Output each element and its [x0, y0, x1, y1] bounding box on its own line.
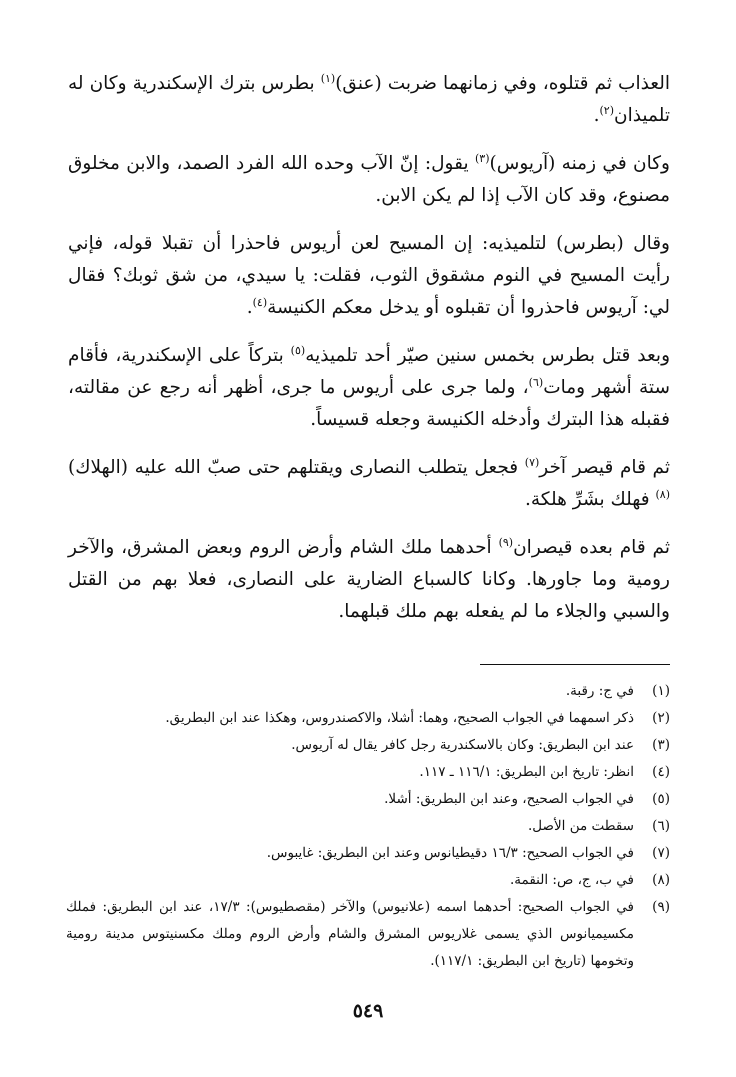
- paragraph: [68, 148, 670, 212]
- footnote-number: (٥): [652, 791, 670, 807]
- footnote-text: ذكر اسمهما في الجواب الصحيح، وهما: أشلا، والاكصندروس، وهكذا عند ابن البطريق.: [165, 710, 634, 726]
- text-run: بتركاً على الإسكندرية، فأقام ستة أشهر ومات: [68, 345, 670, 398]
- footnotes: [66, 678, 670, 975]
- footnote: [66, 894, 670, 975]
- footnote: [66, 813, 670, 840]
- paragraph: [68, 532, 670, 628]
- footnote-ref: (٤): [252, 295, 268, 309]
- footnote-number: (٧): [652, 845, 670, 861]
- page-number: ٥٤٩: [352, 1000, 384, 1022]
- footnote-number: (٢): [652, 710, 670, 726]
- footnote-number: (٤): [652, 764, 670, 780]
- footnote: [66, 732, 670, 759]
- text-run: فهلك بشَرِّ هلكة.: [524, 489, 656, 510]
- footnote-ref: (٧): [524, 455, 540, 469]
- paragraph: [68, 452, 670, 516]
- paragraph: [68, 68, 670, 132]
- footnote-ref: (٥): [290, 343, 306, 357]
- text-run: أحدهما ملك الشام وأرض الروم وبعض المشرق، والآخر رومية وما جاورها. وكانا كالسباع الضارية على النصارى، فعلا بهم من القتل والسبي والجلاء ما لم يفعله بهم ملك قبلهما.: [68, 537, 670, 622]
- text-run: وكان في زمنه (آريوس): [489, 153, 670, 174]
- footnote: [66, 840, 670, 867]
- paragraph: [68, 340, 670, 436]
- footnote: [66, 678, 670, 705]
- footnote-number: (٣): [652, 737, 670, 753]
- footnote: [66, 867, 670, 894]
- footnote-ref: (٦): [528, 375, 544, 389]
- footnote-text: في الجواب الصحيح، وعند ابن البطريق: أشلا.: [384, 791, 634, 807]
- footnote-text: عند ابن البطريق: وكان بالاسكندرية رجل كافر يقال له آريوس.: [291, 737, 634, 753]
- text-run: وبعد قتل بطرس بخمس سنين صيّر أحد تلميذيه: [305, 345, 671, 366]
- footnote: [66, 786, 670, 813]
- paragraph: [68, 228, 670, 324]
- footnote-separator: [480, 664, 670, 665]
- footnote-text: في ب، ج، ص: النقمة.: [510, 872, 634, 888]
- footnote-number: (٨): [652, 872, 670, 888]
- text-run: .: [246, 297, 253, 318]
- text-run: بطرس بترك الإسكندرية وكان له تلميذان: [68, 73, 670, 126]
- footnote-ref: (٩): [498, 535, 514, 549]
- text-run: ثم قام بعده قيصران: [513, 537, 670, 558]
- text-run: وقال (بطرس) لتلميذيه: إن المسيح لعن أريوس فاحذرا أن تقبلا قوله، فإني رأيت المسيح في النوم مشقوق الثوب، فقلت: يا سيدي، من شق ثوبك؟ فقال لي: آريوس فاحذروا أن تقبلوه أو يدخل معكم الكنيسة: [68, 233, 670, 318]
- footnote-number: (١): [652, 683, 670, 699]
- footnote: [66, 705, 670, 732]
- text-run: ، ولما جرى على أريوس ما جرى، أظهر أنه رجع عن مقالته، فقبله هذا البترك وأدخله الكنيسة وجعله قسيساً.: [68, 377, 670, 430]
- footnote-ref: (٢): [599, 103, 614, 117]
- main-text: [68, 68, 670, 644]
- footnote-text: في ج: رقبة.: [565, 683, 634, 699]
- footnote: [66, 759, 670, 786]
- text-run: العذاب ثم قتلوه، وفي زمانهما ضربت (عنق): [335, 73, 670, 94]
- text-run: .: [593, 105, 600, 126]
- text-run: يقول: إنّ الآب وحده الله الفرد الصمد، والابن مخلوق مصنوع، وقد كان الآب إذا لم يكن الابن.: [68, 153, 670, 206]
- footnote-ref: (٣): [475, 151, 490, 165]
- footnote-text: في الجواب الصحيح: ١٦/٣ دقيطيانوس وعند ابن البطريق: غايبوس.: [266, 845, 634, 861]
- footnote-number: (٦): [652, 818, 670, 834]
- footnote-ref: (١): [320, 71, 336, 85]
- footnote-text: انظر: تاريخ ابن البطريق: ١١٦/١ ـ ١١٧.: [419, 764, 634, 780]
- footnote-text: سقطت من الأصل.: [528, 818, 634, 834]
- text-run: ثم قام قيصر آخر: [539, 457, 670, 478]
- text-run: فجعل يتطلب النصارى ويقتلهم حتى صبّ الله عليه (الهلاك): [68, 457, 525, 478]
- footnote-ref: (٨): [655, 487, 670, 501]
- footnote-number: (٩): [652, 899, 670, 915]
- footnote-text: في الجواب الصحيح: أحدهما اسمه (علانيوس) والآخر (مقصطيوس): ١٧/٣، عند ابن البطريق: فملك مكسيميانوس الذي يسمى غلاريوس المشرق والشام وأرض الروم وملك مكسنيتوس مدينة رومية وتخومها (تاريخ ابن البطريق: ١١٧/١).: [66, 899, 635, 969]
